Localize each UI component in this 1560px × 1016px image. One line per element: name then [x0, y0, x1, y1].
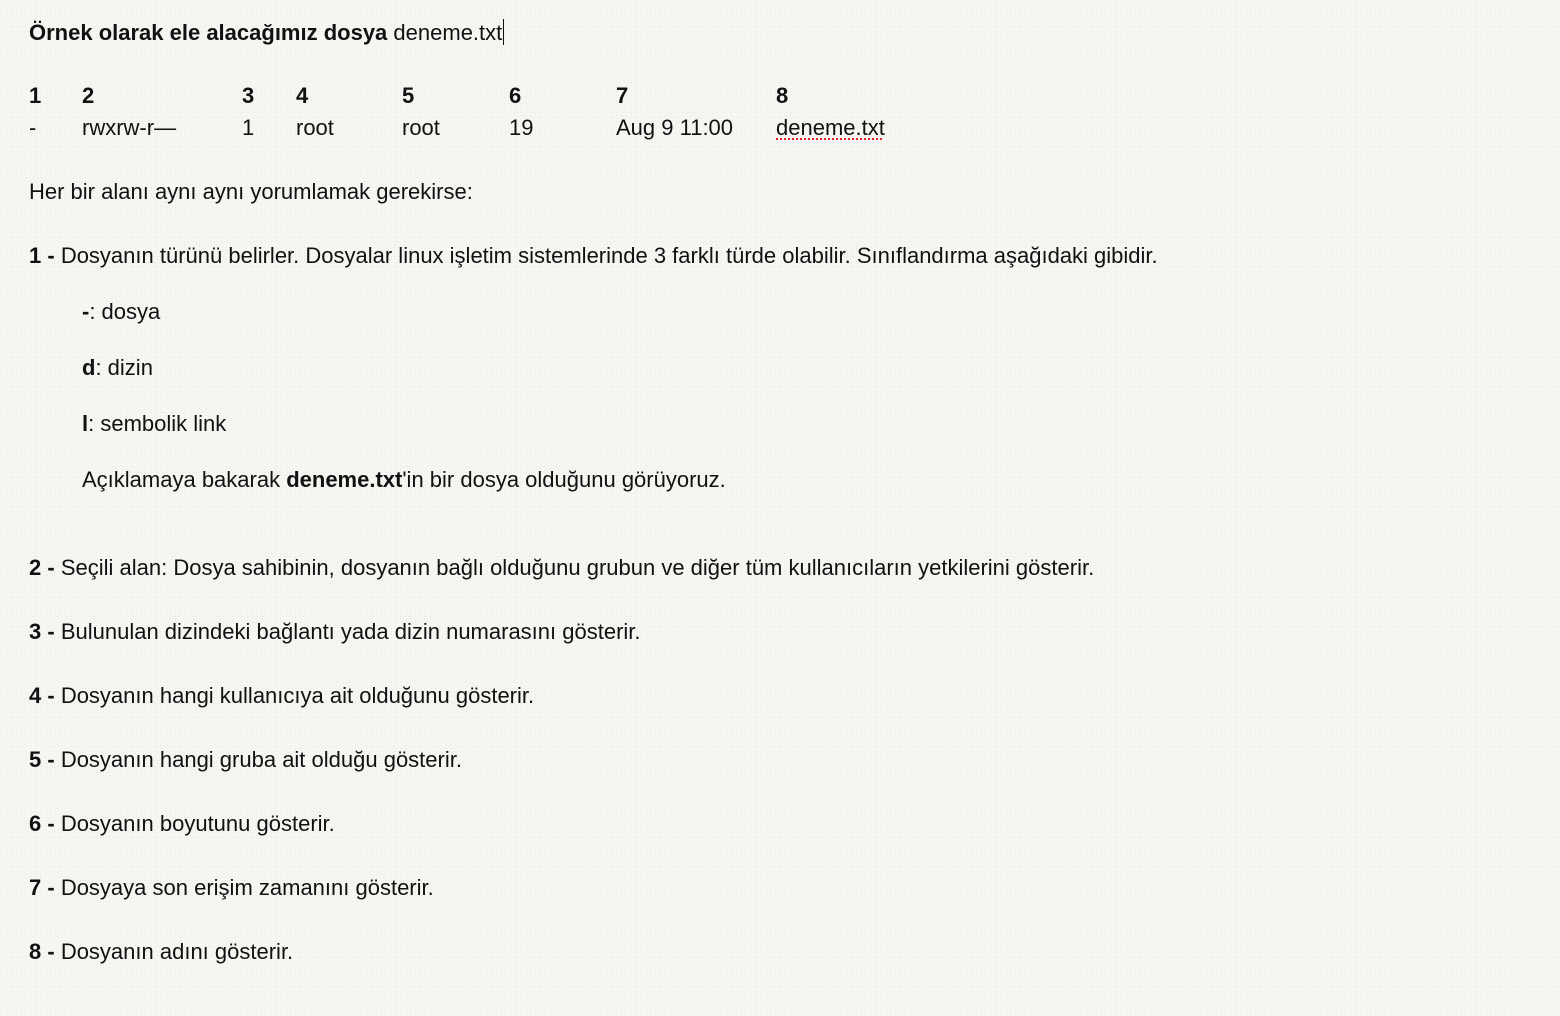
item-number: 7 - — [29, 875, 55, 900]
file-type-item — [82, 299, 160, 325]
table-header: 6 — [509, 83, 522, 108]
table-header: 5 — [402, 83, 415, 108]
item-number: 5 - — [29, 747, 55, 772]
intro-file-name: deneme.txt — [393, 20, 503, 45]
list-item — [29, 811, 335, 837]
file-type-desc: : sembolik link — [88, 411, 227, 436]
list-item — [29, 939, 293, 965]
list-item — [29, 875, 434, 901]
lead-paragraph: Her bir alanı aynı aynı yorumlamak gerekirse: — [29, 179, 473, 204]
conclusion-post: 'in bir dosya olduğunu görüyoruz. — [402, 467, 726, 492]
file-type-desc: : dizin — [95, 355, 153, 380]
list-item — [29, 243, 1158, 269]
table-header: 3 — [242, 83, 255, 108]
table-cell: Aug 9 11:00 — [616, 115, 734, 140]
table-header: 4 — [296, 83, 309, 108]
item-number: 4 - — [29, 683, 55, 708]
item-number: 6 - — [29, 811, 55, 836]
item-number: 8 - — [29, 939, 55, 964]
table-header: 7 — [616, 83, 629, 108]
text-cursor — [503, 19, 504, 45]
item-text: Dosyaya son erişim zamanını gösterir. — [60, 875, 434, 900]
list-item — [29, 555, 1094, 581]
item-text: Dosyanın adını gösterir. — [60, 939, 294, 964]
table-cell: rwxrw-r— — [82, 115, 177, 140]
misspelled-word[interactable]: deneme.txt — [776, 115, 885, 140]
table-cell: - — [29, 115, 37, 140]
item-text: Bulunulan dizindeki bağlantı yada dizin numarasını gösterir. — [60, 619, 641, 644]
file-type-item — [82, 411, 226, 437]
item-number: 3 - — [29, 619, 55, 644]
list-item — [29, 683, 534, 709]
file-type-desc: : dosya — [89, 299, 161, 324]
file-type-item — [82, 355, 153, 381]
file-type-key: - — [82, 299, 90, 324]
item-text: Dosyanın hangi kullanıcıya ait olduğunu gösterir. — [60, 683, 535, 708]
item-number: 1 - — [29, 243, 55, 268]
item-text: Dosyanın boyutunu gösterir. — [60, 811, 335, 836]
table-header: 2 — [82, 83, 95, 108]
table-cell: root — [296, 115, 334, 140]
file-type-key: l — [82, 411, 89, 436]
conclusion-paragraph — [82, 467, 726, 493]
item-text: Seçili alan: Dosya sahibinin, dosyanın bağlı olduğunu grubun ve diğer tüm kullanıcıların yetkilerini gösterir. — [60, 555, 1095, 580]
item-number: 2 - — [29, 555, 55, 580]
table-header: 8 — [776, 83, 789, 108]
file-type-key: d — [82, 355, 96, 380]
item-text: Dosyanın hangi gruba ait olduğu gösterir. — [60, 747, 462, 772]
intro-bold-text: Örnek olarak ele alacağımız dosya — [29, 20, 388, 45]
table-cell: 1 — [242, 115, 255, 140]
table-cell: root — [402, 115, 440, 140]
table-header: 1 — [29, 83, 42, 108]
conclusion-file-name: deneme.txt — [286, 467, 403, 492]
table-cell: 19 — [509, 115, 534, 140]
list-item — [29, 619, 641, 645]
conclusion-pre: Açıklamaya bakarak — [82, 467, 287, 492]
list-item — [29, 747, 462, 773]
item-text: Dosyanın türünü belirler. Dosyalar linux işletim sistemlerinde 3 farklı türde olabilir. Sınıflandırma aşağıdaki gibidir. — [60, 243, 1158, 268]
intro-line — [29, 19, 504, 46]
